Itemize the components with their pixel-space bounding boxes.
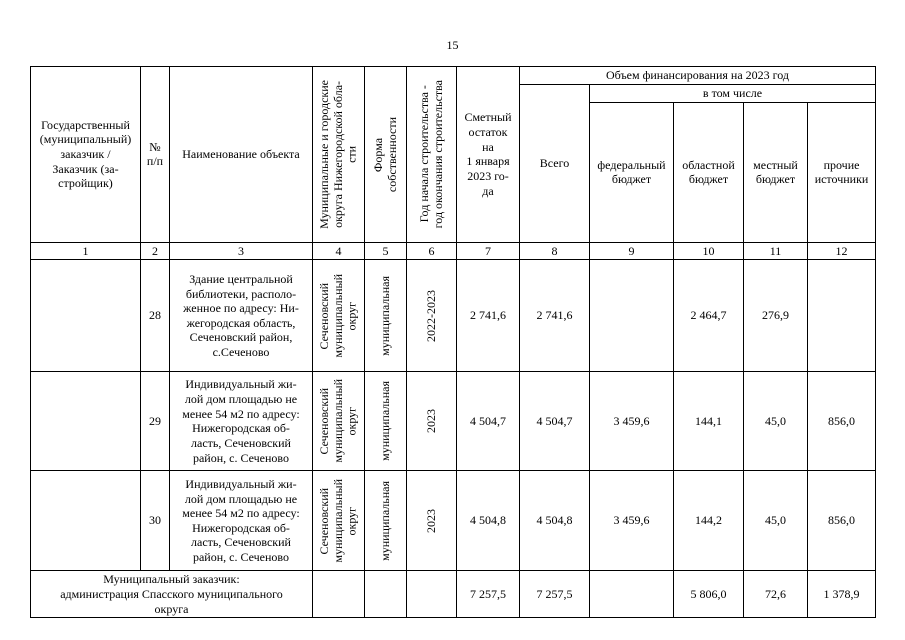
- header-regional: областной бюджет: [674, 102, 744, 242]
- row-number: 28: [141, 260, 170, 372]
- federal-budget: 3 459,6: [590, 372, 674, 471]
- local-budget: 276,9: [744, 260, 808, 372]
- column-number: 2: [141, 242, 170, 260]
- local-budget: 45,0: [744, 471, 808, 571]
- column-number: 11: [744, 242, 808, 260]
- footer-total: 7 257,5: [520, 571, 590, 618]
- district-cell: [313, 372, 365, 471]
- column-number: 7: [457, 242, 520, 260]
- construction-years: 2023: [423, 508, 438, 533]
- other-sources: 856,0: [808, 372, 876, 471]
- district: Сеченовский муниципальный округ: [316, 273, 359, 358]
- header-row-1: [31, 67, 876, 85]
- district-cell: [313, 260, 365, 372]
- header-balance: Сметный остаток на 1 января 2023 го- да: [457, 67, 520, 243]
- header-customer: Государственный (муниципальный) заказчик / Заказчик (за- стройщик): [31, 67, 141, 243]
- column-number: 3: [170, 242, 313, 260]
- header-ownership-cell: [365, 67, 407, 243]
- column-number: 12: [808, 242, 876, 260]
- total-amount: 4 504,8: [520, 471, 590, 571]
- ownership: муниципальная: [377, 275, 392, 356]
- other-sources: [808, 260, 876, 372]
- footer-regional: 5 806,0: [674, 571, 744, 618]
- footer-local: 72,6: [744, 571, 808, 618]
- header-financing-title: Объем финансирования на 2023 год: [520, 67, 876, 85]
- footer-other: 1 378,9: [808, 571, 876, 618]
- regional-budget: 144,2: [674, 471, 744, 571]
- column-number: 1: [31, 242, 141, 260]
- footer-district: [313, 571, 365, 618]
- local-budget: 45,0: [744, 372, 808, 471]
- header-district-cell: [313, 67, 365, 243]
- object-name: Здание центральной библиотеки, располо- женное по адресу: Ни- жегородская область, Сеченовский район, с.Сеченово: [170, 260, 313, 372]
- header-total: Всего: [520, 85, 590, 243]
- page-number: 15: [446, 38, 459, 52]
- column-number: 4: [313, 242, 365, 260]
- district: Сеченовский муниципальный округ: [316, 478, 359, 563]
- column-number: 8: [520, 242, 590, 260]
- total-amount: 4 504,7: [520, 372, 590, 471]
- regional-budget: 144,1: [674, 372, 744, 471]
- header-local: местный бюджет: [744, 102, 808, 242]
- ownership-cell: [365, 260, 407, 372]
- footer-ownership: [365, 571, 407, 618]
- column-number: 9: [590, 242, 674, 260]
- ownership: муниципальная: [377, 381, 392, 462]
- header-object-name: Наименование объекта: [170, 67, 313, 243]
- footer-balance: 7 257,5: [457, 571, 520, 618]
- municipal-customer-label: Муниципальный заказчик: администрация Спасского муниципального округа: [31, 571, 313, 618]
- financing-table: [30, 66, 876, 618]
- ownership: муниципальная: [377, 480, 392, 561]
- row-number: 30: [141, 471, 170, 571]
- header-number: № п/п: [141, 67, 170, 243]
- years-cell: [407, 260, 457, 372]
- footer-years: [407, 571, 457, 618]
- district-cell: [313, 471, 365, 571]
- estimated-balance: 2 741,6: [457, 260, 520, 372]
- header-ownership: Форма собственности: [370, 116, 399, 192]
- footer-federal: [590, 571, 674, 618]
- estimated-balance: 4 504,7: [457, 372, 520, 471]
- federal-budget: [590, 260, 674, 372]
- object-name: Индивидуальный жи- лой дом площадью не менее 54 м2 по адресу: Нижегородская об- ласть, Сеченовский район, с. Сеченово: [170, 471, 313, 571]
- header-other: прочие источники: [808, 102, 876, 242]
- header-federal: федеральный бюджет: [590, 102, 674, 242]
- years-cell: [407, 471, 457, 571]
- construction-years: 2022-2023: [423, 289, 438, 342]
- header-years: Год начала строительства - год окончания строительства: [416, 80, 445, 229]
- total-amount: 2 741,6: [520, 260, 590, 372]
- construction-years: 2023: [423, 409, 438, 434]
- regional-budget: 2 464,7: [674, 260, 744, 372]
- customer-cell: [31, 471, 141, 571]
- ownership-cell: [365, 471, 407, 571]
- column-number: 6: [407, 242, 457, 260]
- customer-cell: [31, 372, 141, 471]
- estimated-balance: 4 504,8: [457, 471, 520, 571]
- header-district: Муниципальные и городские округа Нижегородской обла- сти: [316, 79, 359, 229]
- federal-budget: 3 459,6: [590, 471, 674, 571]
- table-row: [31, 260, 876, 372]
- table-row: [31, 471, 876, 571]
- column-number: 10: [674, 242, 744, 260]
- table-row: [31, 372, 876, 471]
- header-years-cell: [407, 67, 457, 243]
- header-including: в том числе: [590, 85, 876, 103]
- other-sources: 856,0: [808, 471, 876, 571]
- ownership-cell: [365, 372, 407, 471]
- column-numbers-row: [31, 242, 876, 260]
- row-number: 29: [141, 372, 170, 471]
- customer-total-row: [31, 571, 876, 618]
- column-number: 5: [365, 242, 407, 260]
- district: Сеченовский муниципальный округ: [316, 379, 359, 463]
- customer-cell: [31, 260, 141, 372]
- years-cell: [407, 372, 457, 471]
- object-name: Индивидуальный жи- лой дом площадью не менее 54 м2 по адресу: Нижегородская об- ласть, Сеченовский район, с. Сеченово: [170, 372, 313, 471]
